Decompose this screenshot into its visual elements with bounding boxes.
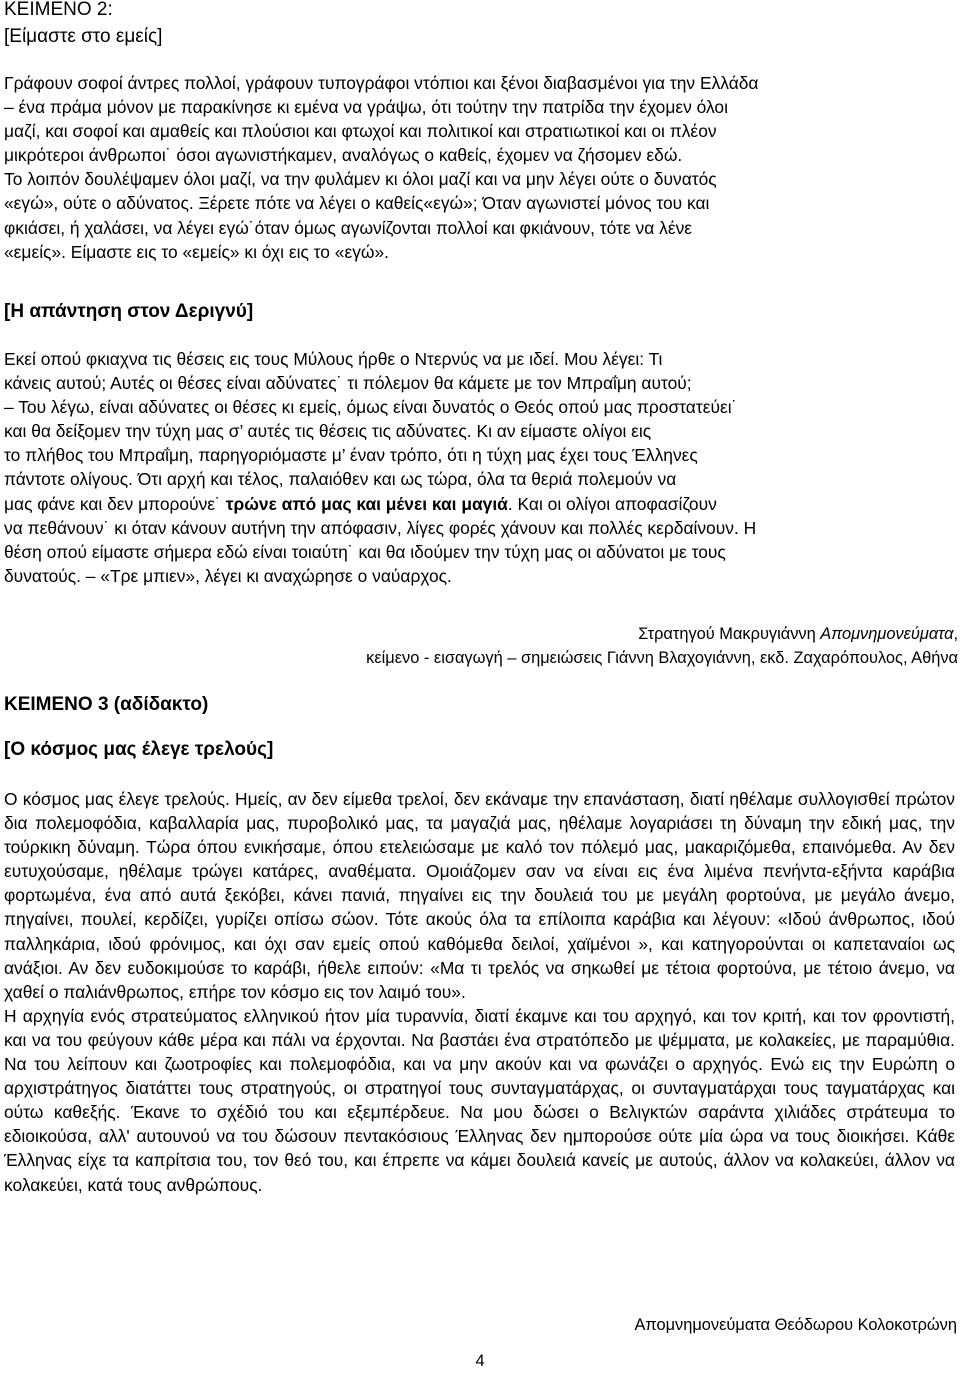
text2-line: Γράφουν σοφοί άντρες πολλοί, γράφουν τυπογράφοι ντόπιοι και ξένοι διαβασμένοι για την Ελλάδα: [4, 73, 759, 93]
answer-line: και θα δείξομεν την τύχη μας σ’ αυτές τις θέσεις τις αδύνατες. Κι αν είμαστε ολίγοι εις: [4, 421, 652, 442]
text3-body: [4, 787, 955, 1197]
answer-heading: [Η απάντηση στον Δεριγνύ]: [4, 301, 254, 322]
source1-edition: κείμενο - εισαγωγή – σημειώσεις Γιάννη Βλαχογιάννη, εκδ. Ζαχαρόπουλος, Αθήνα: [366, 649, 958, 667]
text2-line: Το λοιπόν δουλέψαμεν όλοι μαζί, να την φυλάμεν κι όλοι μαζί και να μην λέγει ούτε ο δυνατός: [4, 169, 717, 190]
text2-body: [4, 71, 954, 264]
text2-line: – ένα πράμα μόνον με παρακίνησε κι εμένα να γράψω, ότι τούτην την πατρίδα την έχομεν όλοι: [4, 97, 728, 118]
answer-line7-bold: τρώνε από μας και μένει και μαγιά: [225, 493, 508, 514]
text2-line: μικρότεροι άνθρωποι˙ όσοι αγωνιστήκαμεν, αναλόγως ο καθείς, έχομεν να ζήσομεν εδώ.: [4, 145, 683, 166]
source2-attribution: Απομνημονεύματα Θεόδωρου Κολοκοτρώνη: [634, 1316, 957, 1334]
text3-paragraph-2: Η αρχηγία ενός στρατεύματος ελληνικού ήτον μία τυραννία, διατί έκαμνε και του αρχηγό, και τον κριτή, και τον φροντιστή, και να του φεύγουν κάθε μέρα και πάλι να έρχονται. Να βαστάει ένα στρατόπεδο με ψέμματα, με κολακείες, με παραμύθια. Να του λείπουν και ζωοτροφίες και πολεμοφόδια, και να μην ακούν και να φωνάζει ο αρχηγός. Ενώ εις την Ευρώπη ο αρχιστράτηγος διατάττει τους στρατηγούς, οι στρατηγοί τους συνταγματάρχας, οι συνταγματάρχαι τους ταγματάρχας και ούτω καθεξής. Έκανε το σχέδιό του και εξεμπέρδευε. Να μου δώσει ο Βελιγκτών σαράντα χιλιάδες στράτευμα το εδιοικούσα, αλλ' αυτουνού να του δώσουν πεντακόσιους Έλληνας δεν ημπορούσε ούτε μία ώρα να τους διοικήσει. Κάθε Έλληνας είχε τα καπρίτσια του, τον θεό του, και έπρεπε να κάμει δουλειά κανείς με αυτούς, άλλον να κολακεύει, άλλον να κολακεύει, κατά τους ανθρώπους.: [4, 1005, 955, 1195]
text3-subtitle: [Ο κόσμος μας έλεγε τρελούς]: [4, 739, 274, 760]
text2-line: μαζί, και σοφοί και αμαθείς και πλούσιοι και φτωχοί και πολιτικοί και στρατιωτικοί και οι πλέον: [4, 121, 717, 142]
source1-author-line: [58, 622, 958, 646]
text2-line: «εγώ», ούτε ο αδύνατος. Ξέρετε πότε να λέγει ο καθείς«εγώ»; Όταν αγωνιστεί μόνος του και: [4, 193, 710, 214]
text3-title: ΚΕΙΜΕΝΟ 3 (αδίδακτο): [4, 694, 209, 715]
answer-line: πάντοτε ολίγους. Ότι αρχή και τέλος, παλαιόθεν και ως τώρα, όλα τα θεριά πολεμούν να: [4, 469, 677, 490]
source1-author: Στρατηγού Μακρυγιάννη: [638, 625, 821, 643]
text3-paragraph-1: Ο κόσμος μας έλεγε τρελούς. Ημείς, αν δεν είμεθα τρελοί, δεν εκάναμε την επανάσταση, διατί ηθέλαμε συλλογισθεί πρώτον δια πολεμοφόδια, καβαλλαρία μας, πυροβολικό μας, τα μαγαζιά μας, ηθέλαμε λογαριάσει τη δύναμη την εδική μας, την τούρκικη δύναμη. Τώρα όπου ενικήσαμε, όπου ετελειώσαμε με καλό τον πόλεμό μας, μακαριζόμεθα, επαινόμεθα. Αν δεν ευτυχούσαμε, ηθέλαμε τρώγει κατάρες, αναθέματα. Ομοιάζομεν σαν να είναι εις ένα λιμένα πενήντα-εξήντα καράβια φορτωμένα, ένα από αυτά ξεκόβει, κάνει πανιά, πηγαίνει εις την δουλειά του με μεγάλη φορτούνα, με μεγάλο άνεμο, πηγαίνει, πουλεί, κερδίζει, γυρίζει οπίσω σώον. Τότε ακούς όλα τα επίλοιπα καράβια και λέγουν: «Ιδού άνθρωπος, ιδού παλληκάρια, ιδού φρόνιμος, και όχι σαν εμείς οπού καθόμεθα δειλοί, χαϊμένοι », και κατηγορούνται οι καπεταναίοι ως ανάξιοι. Αν δεν ευδοκιμούσε το καράβι, ήθελε ειπούν: «Μα τι τρελός να σηκωθεί με τέτοια φορτούνα, με τέτοιο άνεμο, να χαθεί ο παλιάνθρωπος, επήρε τον κόσμο εις τον λαιμό του».: [4, 789, 955, 1002]
answer-line: [4, 492, 956, 516]
source1-attribution: [58, 622, 958, 670]
answer-body: [4, 347, 956, 588]
text2-line: φκιάσει, ή χαλάσει, να λέγει εγώ˙όταν όμως αγωνίζονται πολλοί και φκιάνουν, τότε να λένε: [4, 217, 693, 238]
answer-line: να πεθάνουν˙ κι όταν κάνουν αυτήνη την απόφασιν, λίγες φορές χάνουν και πολλές κερδαίνουν. Η: [4, 517, 757, 538]
answer-line: θέση οπού είμαστε σήμερα εδώ είναι τοιαύτη˙ και θα ιδούμεν την τύχη μας οι αδύνατοι με τους: [4, 541, 726, 562]
text2-line: «εμείς». Είμαστε εις το «εμείς» κι όχι εις το «εγώ».: [4, 241, 389, 262]
text2-subtitle: [Είμαστε στο εμείς]: [4, 26, 163, 47]
answer-line: το πλήθος του Μπραΐμη, παρηγοριόμαστε μ’ έναν τρόπο, ότι η τύχη μας έχει τους Έλληνες: [4, 445, 698, 466]
answer-line: – Του λέγω, είναι αδύνατες οι θέσες κι εμείς, όμως είναι δυνατός ο Θεός οπού μας προστατεύει˙: [4, 397, 738, 418]
answer-line: δυνατούς. – «Τρε μπιεν», λέγει κι αναχώρησε ο ναύαρχος.: [4, 565, 452, 586]
text2-title: ΚΕΙΜΕΝΟ 2:: [4, 0, 113, 20]
answer-line7-pre: μας φάνε και δεν μπορούνε˙: [4, 493, 226, 514]
source1-work: Απομνημονεύματα: [820, 625, 954, 643]
answer-line7-post: . Και οι ολίγοι αποφασίζουν: [507, 493, 717, 514]
page-number: 4: [475, 1352, 485, 1370]
answer-line: Εκεί οπού φκιαχνα τις θέσεις εις τους Μύλους ήρθε ο Ντερνύς να με ιδεί. Μου λέγει: Τι: [4, 349, 663, 369]
source1-comma: ,: [953, 625, 958, 643]
answer-line: κάνεις αυτού; Αυτές οι θέσες είναι αδύνατες˙ τι πόλεμον θα κάμετε με τον Μπραΐμη αυτού;: [4, 373, 692, 394]
